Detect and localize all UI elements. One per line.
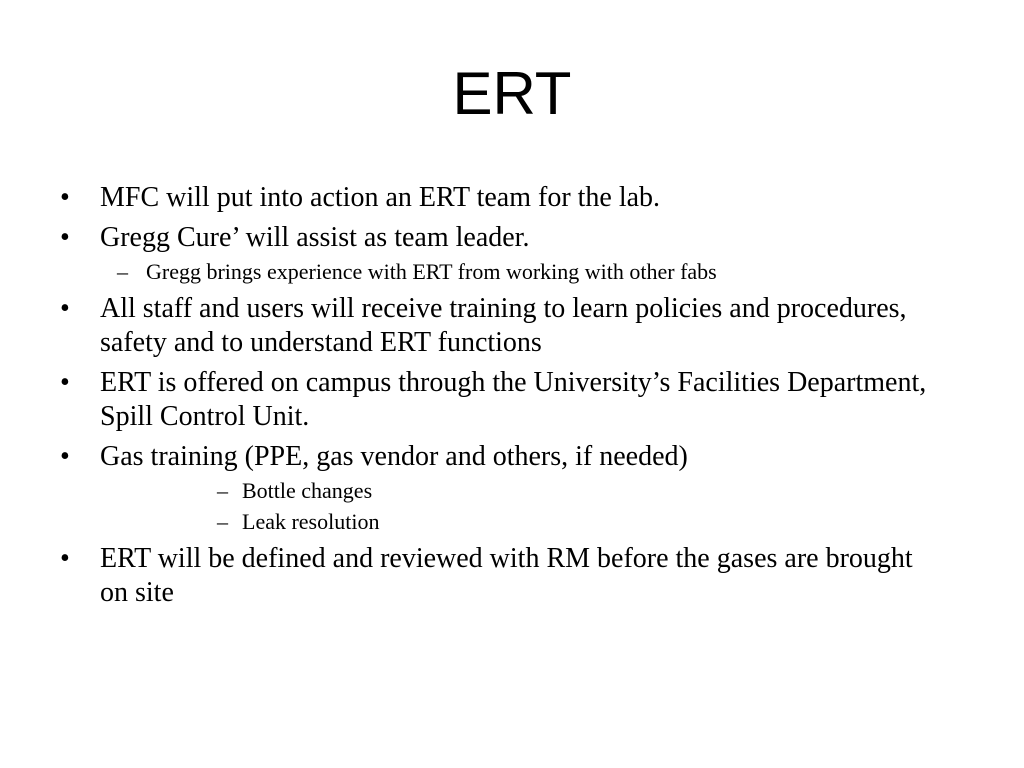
sub-bullet-item xyxy=(0,258,946,286)
bullet-item xyxy=(0,181,940,215)
bullet-item xyxy=(0,542,940,610)
bullet-text: All staff and users will receive training to learn policies and procedures, safety and to understand ERT functions xyxy=(100,293,907,358)
bullet-text: MFC will put into action an ERT team for the lab. xyxy=(100,182,661,213)
bullet-marker: • xyxy=(60,182,70,213)
bullet-list xyxy=(0,181,1024,616)
slide-title: ERT xyxy=(452,60,572,127)
bullet-marker: • xyxy=(60,222,70,253)
bullet-text: Gas training (PPE, gas vendor and others, if needed) xyxy=(100,441,688,472)
sub-bullet-text: Gregg brings experience with ERT from working with other fabs xyxy=(146,259,717,284)
sub-bullet-item xyxy=(0,477,942,505)
bullet-marker: • xyxy=(60,441,70,472)
bullet-marker: • xyxy=(60,367,70,398)
bullet-text: ERT is offered on campus through the University’s Facilities Department, Spill Control Unit. xyxy=(100,367,927,432)
sub-bullet-text: Leak resolution xyxy=(242,509,380,534)
sub-bullet-marker: – xyxy=(217,478,228,503)
sub-bullet-marker: – xyxy=(217,509,228,534)
bullet-marker: • xyxy=(60,543,70,574)
bullet-marker: • xyxy=(60,293,70,324)
bullet-item xyxy=(0,221,940,255)
bullet-item xyxy=(0,440,940,474)
sub-bullet-text: Bottle changes xyxy=(242,478,373,503)
bullet-text: ERT will be defined and reviewed with RM before the gases are brought on site xyxy=(100,543,913,608)
sub-bullet-item xyxy=(0,508,942,536)
sub-bullet-marker: – xyxy=(117,259,128,284)
bullet-item xyxy=(0,292,940,360)
bullet-item xyxy=(0,366,940,434)
bullet-text: Gregg Cure’ will assist as team leader. xyxy=(100,222,530,253)
